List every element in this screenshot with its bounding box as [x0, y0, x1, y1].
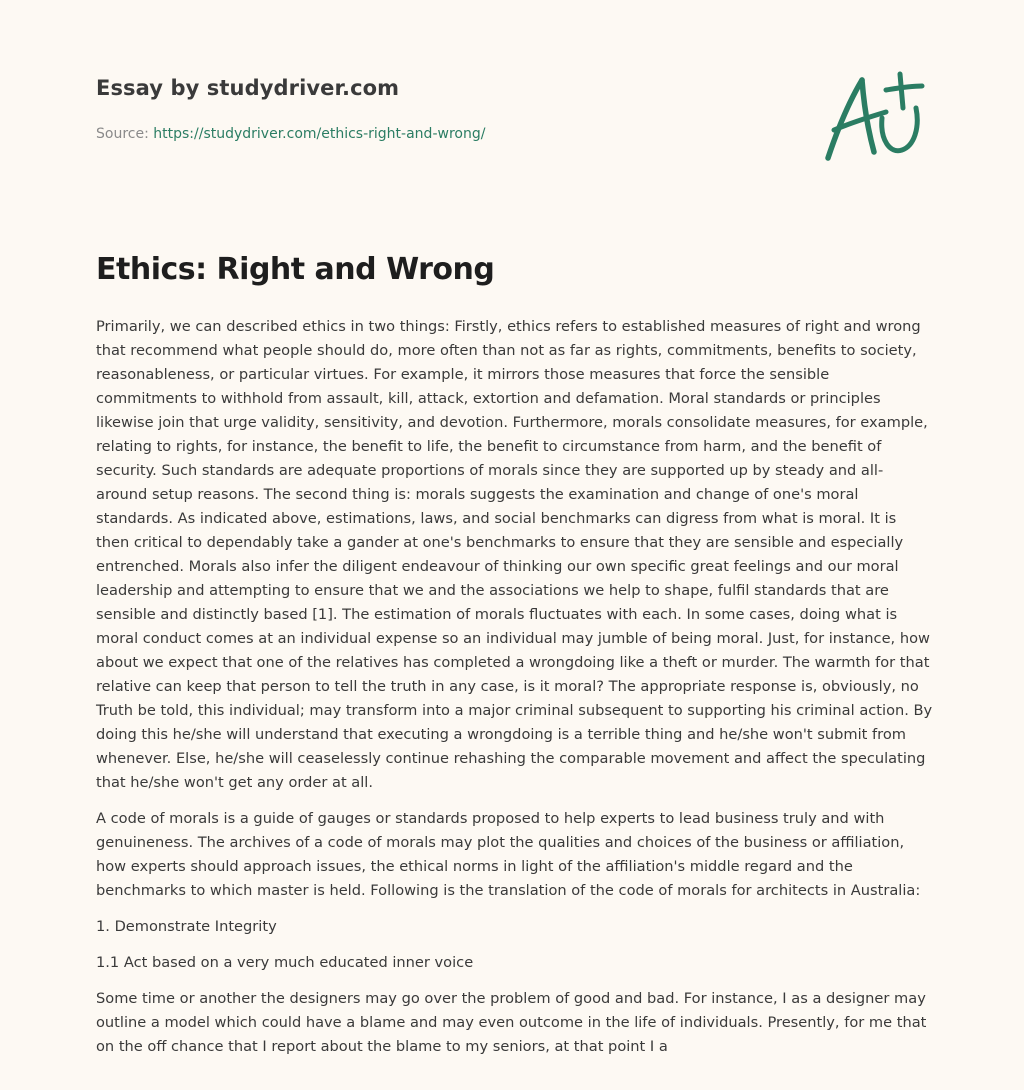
paragraph: Some time or another the designers may go over the problem of good and bad. For instance, I as a designer may outline a model which could have a blame and may even outcome in the life of individuals. Presently, for me that on the off chance that I report about the blame to my seniors, at that point I a: [96, 990, 927, 1055]
site-brand: Essay by studydriver.com: [96, 76, 400, 100]
page-title: Ethics: Right and Wrong: [96, 252, 495, 287]
paragraph: Primarily, we can described ethics in two things: Firstly, ethics refers to established measures of right and wrong that recommend what people should do, more often than not as far as rights, commitments, benefits to society, reasonableness, or particular virtues. For example, it mirrors those measures that force the sensible commitments to withhold from assault, kill, attack, extortion and defamation. Moral standards or principles likewise join that urge validity, sensitivity, and devotion. Furthermore, morals consolidate measures, for example, relating to rights, for instance, the benefit to life, the benefit to circumstance from harm, and the benefit of security. Such standards are adequate proportions of morals since they are supported up by steady and all-around setup reasons. The second thing is: morals suggests the examination and change of one's moral standards. As indicated above, estimations, laws, and social benchmarks can digress from what is moral. It is then critical to dependably take a gander at one's benchmarks to ensure that they are sensible and especially entrenched. Morals also infer the diligent endeavour of thinking our own specific great feelings and our moral leadership and attempting to ensure that we and the associations we help to shape, fulfil standards that are sensible and distinctly based [1]. The estimation of morals fluctuates with each. In some cases, doing what is moral conduct comes at an individual expense so an individual may jumble of being moral. Just, for instance, how about we expect that one of the relatives has completed a wrongdoing like a theft or murder. The warmth for that relative can keep that person to tell the truth in any case, is it moral? The appropriate response is, obviously, no Truth be told, this individual; may transform into a major criminal subsequent to supporting his criminal action. By doing this he/she will understand that executing a wrongdoing is a terrible thing and he/she won't submit from whenever. Else, he/she will ceaselessly continue rehashing the comparable movement and affect the speculating that he/she won't get any order at all.: [96, 318, 933, 791]
a-plus-logo-icon: [820, 66, 930, 166]
list-subheading: 1.1 Act based on a very much educated inner voice: [96, 954, 474, 971]
source-line: [96, 126, 796, 142]
paragraph: A code of morals is a guide of gauges or standards proposed to help experts to lead business truly and with genuineness. The archives of a code of morals may plot the qualities and choices of the business or affiliation, how experts should approach issues, the ethical norms in light of the affiliation's middle regard and the benchmarks to which master is held. Following is the translation of the code of morals for architects in Australia:: [96, 810, 921, 899]
source-link[interactable]: https://studydriver.com/ethics-right-and-wrong/: [153, 126, 486, 142]
list-heading: 1. Demonstrate Integrity: [96, 918, 277, 935]
source-label: Source:: [96, 126, 154, 142]
essay-body: [96, 315, 934, 1071]
essay-header: [96, 76, 796, 142]
